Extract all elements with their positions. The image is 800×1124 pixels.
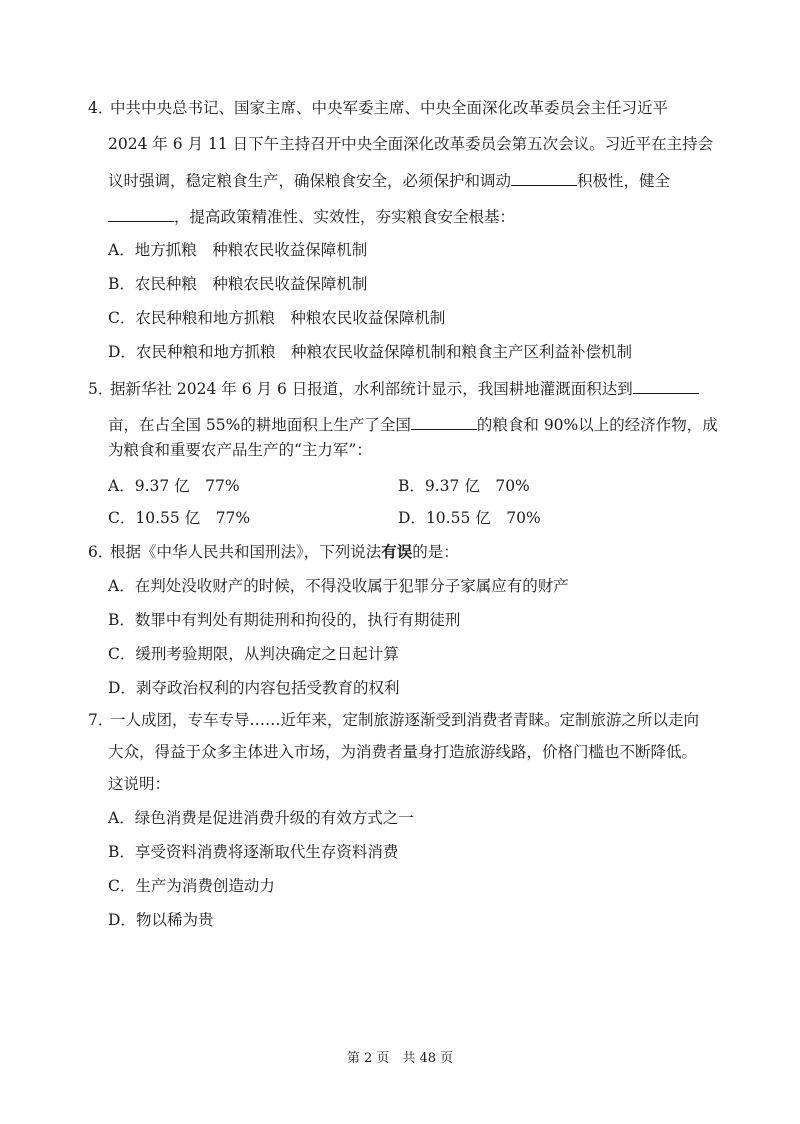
option-letter: D． <box>108 343 136 361</box>
option-text: 地方抓粮 种粮农民收益保障机制 <box>134 241 368 259</box>
question-6-option-b[interactable] <box>108 610 460 630</box>
option-letter: C． <box>108 509 136 527</box>
question-4-option-b[interactable] <box>108 274 367 294</box>
option-letter: B． <box>108 843 135 861</box>
option-text: 9.37 亿 77% <box>134 477 240 495</box>
question-4-option-c[interactable] <box>108 308 445 328</box>
question-7-line-2: 大众，得益于众多主体进入市场，为消费者量身打造旅游线路，价格门槛也不断降低。 <box>108 743 698 761</box>
option-text: 绿色消费是促进消费升级的有效方式之一 <box>134 809 414 827</box>
question-4-option-a[interactable] <box>108 240 367 260</box>
option-text: 生产为消费创造动力 <box>135 877 275 895</box>
question-6-option-a[interactable] <box>108 576 569 596</box>
question-5-option-c[interactable] <box>108 508 250 528</box>
question-5-text-1: 据新华社 2024 年 6 月 6 日报道，水利部统计显示，我国耕地灌溉面积达到 <box>110 380 633 398</box>
question-5-text-2b: 的粮食和 90%以上的经济作物，成 <box>476 416 718 434</box>
question-5-line-2 <box>108 414 718 435</box>
answer-blank <box>411 414 477 430</box>
question-4-option-d[interactable] <box>108 342 632 362</box>
option-letter: B． <box>108 611 135 629</box>
option-letter: C． <box>108 309 136 327</box>
option-letter: D． <box>108 679 136 697</box>
question-4-text-3b: 积极性，健全 <box>577 172 671 190</box>
question-7-option-b[interactable] <box>108 842 398 862</box>
question-5-number: 5． <box>88 380 114 398</box>
answer-blank <box>108 206 174 222</box>
question-7-text-1: 一人成团，专车专导……近年来，定制旅游逐渐受到消费者青睐。定制旅游之所以走向 <box>110 711 700 729</box>
question-6-option-c[interactable] <box>108 644 399 664</box>
option-text: 缓刑考验期限，从判决确定之日起计算 <box>135 645 399 663</box>
question-7-option-c[interactable] <box>108 876 275 896</box>
option-letter: B． <box>398 477 425 495</box>
question-6-text-1c: 的是： <box>412 543 459 561</box>
question-6-text-1: 根据《中华人民共和国刑法》，下列说法 <box>110 543 382 561</box>
question-5-option-d[interactable] <box>398 508 541 528</box>
option-letter: D． <box>398 509 426 527</box>
option-text: 享受资料消费将逐渐取代生存资料消费 <box>134 843 399 861</box>
question-5-option-b[interactable] <box>398 476 530 496</box>
question-4-line-4 <box>108 206 515 227</box>
option-letter: A． <box>108 477 135 495</box>
question-7-number: 7． <box>88 711 114 729</box>
option-letter: B． <box>108 275 135 293</box>
question-4-number: 4． <box>88 99 114 117</box>
option-letter: C． <box>108 645 136 663</box>
answer-blank <box>511 170 577 186</box>
question-7-option-d[interactable] <box>108 910 213 930</box>
option-letter: A． <box>108 809 135 827</box>
question-4-text-1: 中共中央总书记、国家主席、中央军委主席、中央全面深化改革委员会主任习近平 <box>110 99 669 117</box>
question-4-text-4: ，提高政策精准性、实效性，夯实粮食安全根基： <box>174 208 516 226</box>
option-letter: A． <box>108 241 135 259</box>
question-5-line-3: 为粮食和重要农产品生产的“主力军”： <box>108 441 372 459</box>
question-4-text-3: 议时强调，稳定粮食生产，确保粮食安全，必须保护和调动 <box>108 172 512 190</box>
question-7-option-a[interactable] <box>108 808 414 828</box>
question-7-line-3: 这说明： <box>108 775 171 793</box>
option-text: 10.55 亿 77% <box>135 509 251 527</box>
question-4-line-1 <box>88 98 668 118</box>
question-7-line-1 <box>88 710 699 730</box>
option-text: 10.55 亿 70% <box>425 509 541 527</box>
question-5-option-a[interactable] <box>108 476 240 496</box>
question-6-option-d[interactable] <box>108 678 399 698</box>
emphasis-text: 有误 <box>381 542 413 561</box>
option-text: 数罪中有判处有期徒刑和拘役的，执行有期徒刑 <box>134 611 461 629</box>
question-4-line-2: 2024 年 6 月 11 日下午主持召开中央全面深化改革委员会第五次会议。习近平在主持会 <box>108 135 714 153</box>
option-letter: C． <box>108 877 136 895</box>
option-letter: D． <box>108 911 136 929</box>
option-text: 剥夺政治权利的内容包括受教育的权利 <box>135 679 400 697</box>
option-text: 农民种粮和地方抓粮 种粮农民收益保障机制 <box>135 309 446 327</box>
question-6-number: 6． <box>88 543 114 561</box>
question-5-line-1 <box>88 378 699 399</box>
option-text: 物以稀为贵 <box>135 911 214 929</box>
question-5-text-2: 亩，在占全国 55%的耕地面积上生产了全国 <box>108 416 411 434</box>
answer-blank <box>633 378 699 394</box>
option-letter: A． <box>108 577 135 595</box>
question-6-line-1 <box>88 542 459 562</box>
question-4-line-3 <box>108 170 670 191</box>
page-footer: 第 2 页 共 48 页 <box>346 1051 454 1066</box>
option-text: 农民种粮 种粮农民收益保障机制 <box>134 275 368 293</box>
option-text: 9.37 亿 70% <box>424 477 530 495</box>
option-text: 在判处没收财产的时候，不得没收属于犯罪分子家属应有的财产 <box>134 577 569 595</box>
option-text: 农民种粮和地方抓粮 种粮农民收益保障机制和粮食主产区利益补偿机制 <box>135 343 632 361</box>
